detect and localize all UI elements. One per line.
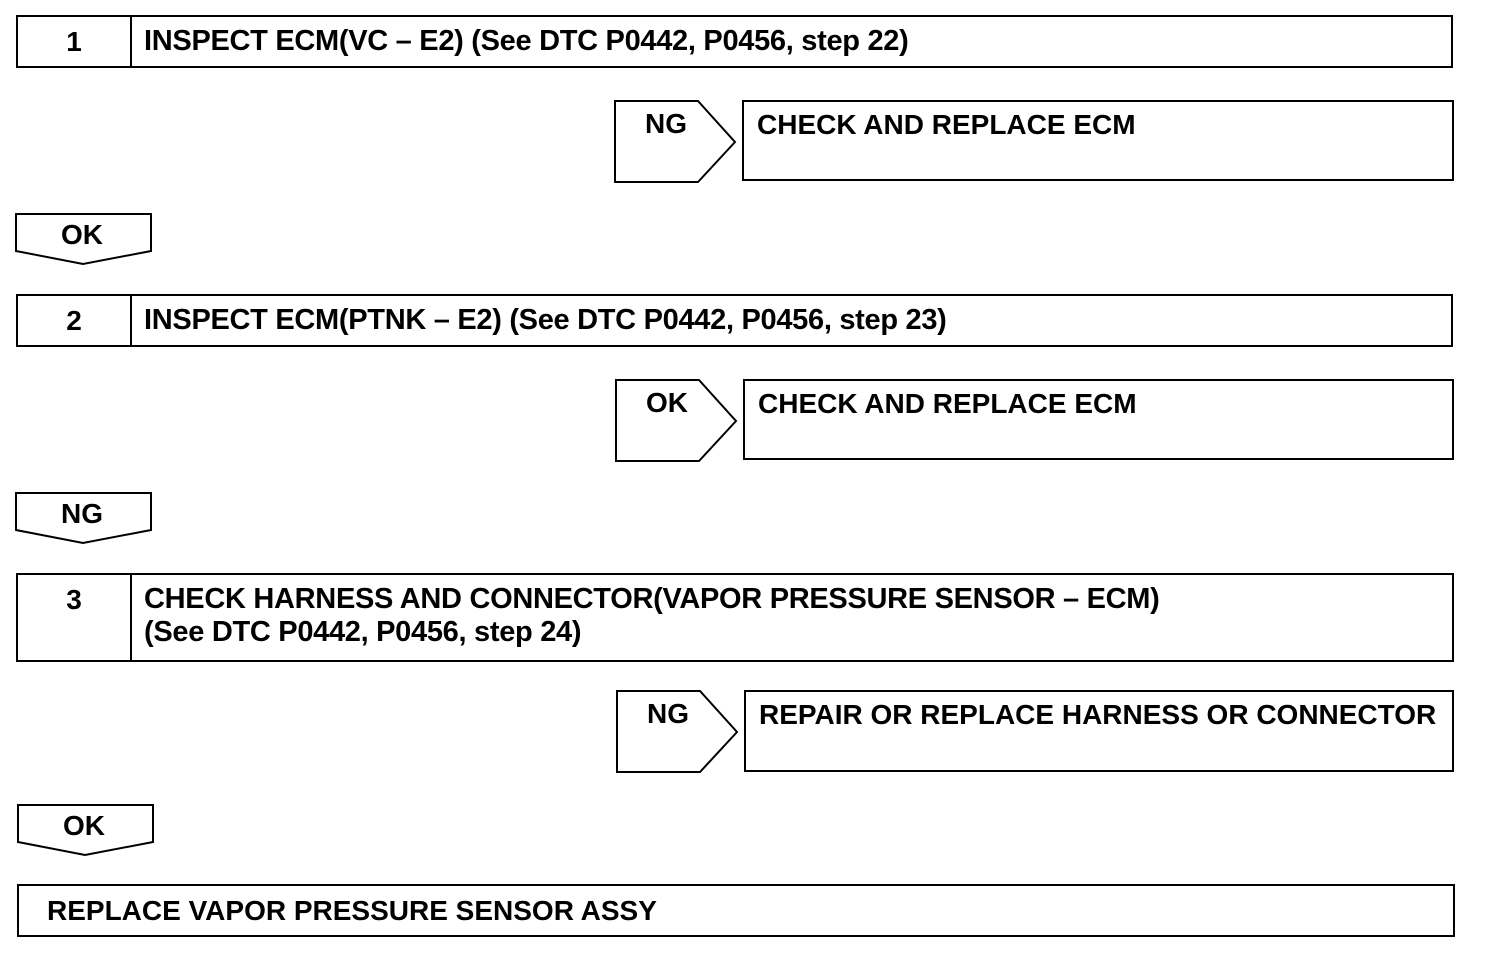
step-1-box xyxy=(16,15,1453,68)
step-3-text: CHECK HARNESS AND CONNECTOR(VAPOR PRESSURE SENSOR – ECM) (See DTC P0442, P0456, step 24) xyxy=(144,583,1160,648)
step-2-number: 2 xyxy=(18,296,132,345)
step-1-branch-action: CHECK AND REPLACE ECM xyxy=(742,100,1454,181)
final-action-box: REPLACE VAPOR PRESSURE SENSOR ASSY xyxy=(17,884,1455,937)
step-1-continue-label: OK xyxy=(61,219,103,250)
step-1-branch-label: NG xyxy=(645,108,687,139)
step-3-continue-label: OK xyxy=(63,810,105,841)
step-1-text: INSPECT ECM(VC – E2) (See DTC P0442, P0456, step 22) xyxy=(144,25,909,57)
step-3-branch-action: REPAIR OR REPLACE HARNESS OR CONNECTOR xyxy=(744,690,1454,772)
step-2-branch-label: OK xyxy=(646,387,688,418)
step-2-continue-tag xyxy=(15,492,153,546)
step-3-number: 3 xyxy=(18,575,132,660)
step-3-box xyxy=(16,573,1454,662)
step-1-branch-tag xyxy=(614,100,734,184)
step-1-number: 1 xyxy=(18,17,132,66)
step-3-branch-tag xyxy=(616,690,736,774)
step-3-branch-label: NG xyxy=(647,698,689,729)
step-2-text: INSPECT ECM(PTNK – E2) (See DTC P0442, P0456, step 23) xyxy=(144,304,947,336)
step-1-continue-tag xyxy=(15,213,153,267)
step-3-continue-tag xyxy=(17,804,155,858)
step-2-box xyxy=(16,294,1453,347)
step-2-branch-action: CHECK AND REPLACE ECM xyxy=(743,379,1454,460)
step-2-continue-label: NG xyxy=(61,498,103,529)
step-2-branch-tag xyxy=(615,379,735,463)
